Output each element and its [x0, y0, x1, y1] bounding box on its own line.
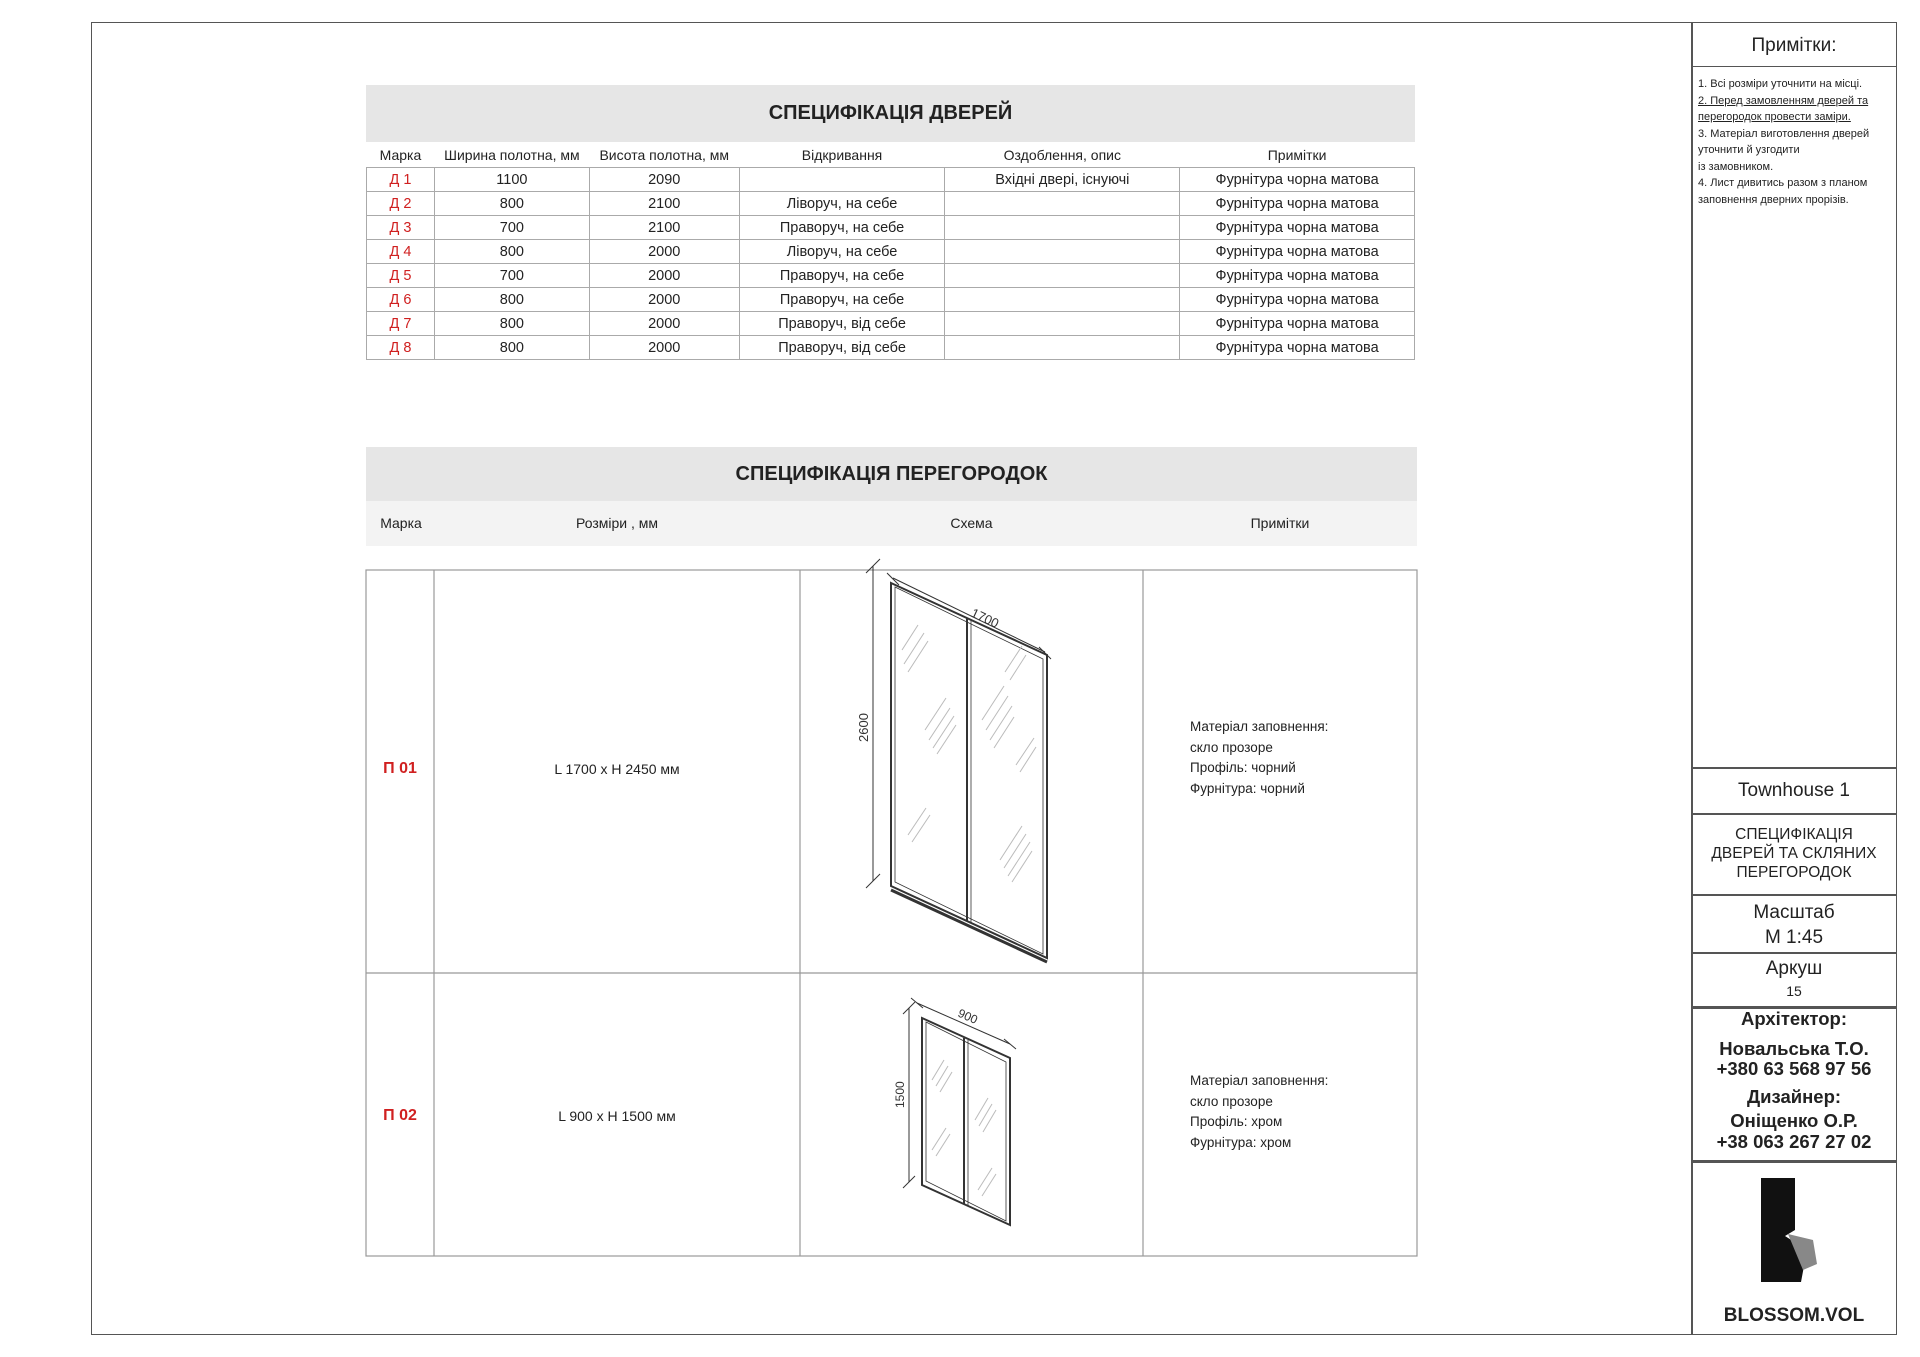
- scale-label: Масштаб: [1753, 902, 1835, 923]
- brand-name: BLOSSOM.VOL: [1723, 1305, 1865, 1326]
- sheet-label: Аркуш: [1765, 958, 1823, 979]
- door-cell: 2000: [589, 240, 739, 264]
- door-mark: Д 1: [367, 168, 435, 192]
- door-cell: 2090: [589, 168, 739, 192]
- partitions-header-size: Розміри , мм: [575, 515, 659, 531]
- project-cell: [1691, 767, 1897, 813]
- sheet-cell: [1691, 952, 1897, 1006]
- scale-value: М 1:45: [1764, 927, 1824, 948]
- doors-title: СПЕЦИФІКАЦІЯ ДВЕРЕЙ: [768, 102, 1013, 124]
- note-line: із замовником.: [1698, 160, 1774, 173]
- partition-1-mark: П 01: [383, 760, 417, 777]
- door-cell: Праворуч, від себе: [739, 312, 945, 336]
- sheet-title-line: СПЕЦИФІКАЦІЯ: [1735, 826, 1853, 843]
- authors-cell: [1691, 1006, 1897, 1160]
- door-mark: Д 5: [367, 264, 435, 288]
- doors-header-cell: Марка: [379, 146, 422, 163]
- door-mark: Д 8: [367, 336, 435, 360]
- door-cell: Ліворуч, на себе: [739, 192, 945, 216]
- designer-phone: +38 063 267 27 02: [1716, 1130, 1872, 1152]
- door-cell: Вхідні двері, існуючі: [945, 168, 1180, 192]
- door-cell: 2100: [589, 216, 739, 240]
- door-cell: 800: [434, 312, 589, 336]
- door-cell: 700: [434, 264, 589, 288]
- designer-label: Дизайнер:: [1746, 1085, 1842, 1107]
- project-name: Townhouse 1: [1738, 780, 1850, 801]
- notes-list: [1698, 76, 1894, 208]
- door-cell: 2000: [589, 288, 739, 312]
- partition-2-note: скло прозоре: [1190, 1093, 1273, 1109]
- partition-2-dim-width: 900: [955, 1005, 980, 1027]
- note-line: перегородок провести заміри.: [1698, 111, 1851, 123]
- door-cell: 2000: [589, 336, 739, 360]
- note-line: 4. Лист дивитись разом з планом: [1698, 177, 1868, 189]
- door-cell: Фурнітура чорна матова: [1180, 336, 1415, 360]
- door-cell: 800: [434, 336, 589, 360]
- partitions-header-notes: Примітки: [1250, 515, 1310, 531]
- architect-phone: +380 63 568 97 56: [1716, 1058, 1872, 1079]
- door-mark: Д 7: [367, 312, 435, 336]
- door-cell: Фурнітура чорна матова: [1180, 240, 1415, 264]
- doors-header-cell: Примітки: [1267, 146, 1327, 163]
- door-cell: Фурнітура чорна матова: [1180, 312, 1415, 336]
- sheet-title-line: ДВЕРЕЙ ТА СКЛЯНИХ: [1711, 845, 1877, 862]
- partition-2-dim-height: 1500: [893, 1081, 907, 1108]
- door-cell: 2000: [589, 264, 739, 288]
- sheet-title-cell: [1691, 813, 1897, 894]
- notes-divider: [1691, 66, 1897, 67]
- partition-2-note: Фурнітура: хром: [1190, 1134, 1292, 1150]
- door-mark: Д 4: [367, 240, 435, 264]
- designer-name: Оніщенко О.Р.: [1730, 1110, 1858, 1131]
- door-cell: Фурнітура чорна матова: [1180, 264, 1415, 288]
- door-cell: 2000: [589, 312, 739, 336]
- door-mark: Д 3: [367, 216, 435, 240]
- door-mark: Д 6: [367, 288, 435, 312]
- doors-header-cell: Оздоблення, опис: [1003, 146, 1121, 163]
- partitions-header-mark: Марка: [380, 515, 422, 531]
- note-line: 3. Матеріал виготовлення дверей: [1698, 127, 1870, 140]
- note-line: 1. Всі розміри уточнити на місці.: [1698, 78, 1863, 90]
- brand-logo-icon: [1755, 1176, 1835, 1286]
- door-cell: Фурнітура чорна матова: [1180, 168, 1415, 192]
- door-cell: 2100: [589, 192, 739, 216]
- sheet-number: 15: [1786, 983, 1802, 999]
- partition-2-size: L 900 x H 1500 мм: [558, 1108, 676, 1124]
- door-cell: Праворуч, від себе: [739, 336, 945, 360]
- sheet-title-line: ПЕРЕГОРОДОК: [1736, 864, 1852, 881]
- door-cell: Фурнітура чорна матова: [1180, 192, 1415, 216]
- partition-1-note: Фурнітура: чорний: [1190, 780, 1305, 796]
- doors-header-cell: Ширина полотна, мм: [444, 146, 580, 163]
- partition-2-note: Профіль: хром: [1190, 1114, 1283, 1129]
- partition-2-note: Матеріал заповнення:: [1190, 1073, 1329, 1088]
- door-cell: Праворуч, на себе: [739, 216, 945, 240]
- door-cell: Праворуч, на себе: [739, 288, 945, 312]
- partition-1-note: Профіль: чорний: [1190, 760, 1296, 775]
- door-cell: Фурнітура чорна матова: [1180, 216, 1415, 240]
- partition-1-size: L 1700 x H 2450 мм: [554, 761, 680, 777]
- note-line: заповнення дверних прорізів.: [1698, 193, 1849, 206]
- architect-name: Новальська Т.О.: [1719, 1037, 1869, 1059]
- door-cell: Ліворуч, на себе: [739, 240, 945, 264]
- partitions-title: СПЕЦИФІКАЦІЯ ПЕРЕГОРОДОК: [735, 463, 1048, 485]
- door-mark: Д 2: [367, 192, 435, 216]
- door-cell: 800: [434, 240, 589, 264]
- scale-cell: [1691, 894, 1897, 952]
- door-cell: 800: [434, 288, 589, 312]
- architect-label: Архітектор:: [1740, 1008, 1848, 1029]
- door-cell: Фурнітура чорна матова: [1180, 288, 1415, 312]
- partition-1-dim-height: 2600: [856, 713, 871, 742]
- partition-1-dim-width: 1700: [968, 605, 1002, 631]
- partition-2-mark: П 02: [383, 1107, 417, 1124]
- notes-title: Примітки:: [1751, 35, 1837, 56]
- partition-1-note: скло прозоре: [1190, 739, 1273, 755]
- door-cell: 700: [434, 216, 589, 240]
- note-line: 2. Перед замовленням дверей та: [1698, 94, 1869, 107]
- door-cell: Праворуч, на себе: [739, 264, 945, 288]
- partitions-header-scheme: Схема: [950, 515, 993, 531]
- partition-1-note: Матеріал заповнення:: [1190, 719, 1329, 734]
- doors-header-cell: Висота полотна, мм: [599, 146, 729, 163]
- door-cell: 800: [434, 192, 589, 216]
- door-cell: 1100: [434, 168, 589, 192]
- note-line: уточнити й узгодити: [1698, 144, 1800, 156]
- doors-header-cell: Відкривання: [801, 146, 883, 163]
